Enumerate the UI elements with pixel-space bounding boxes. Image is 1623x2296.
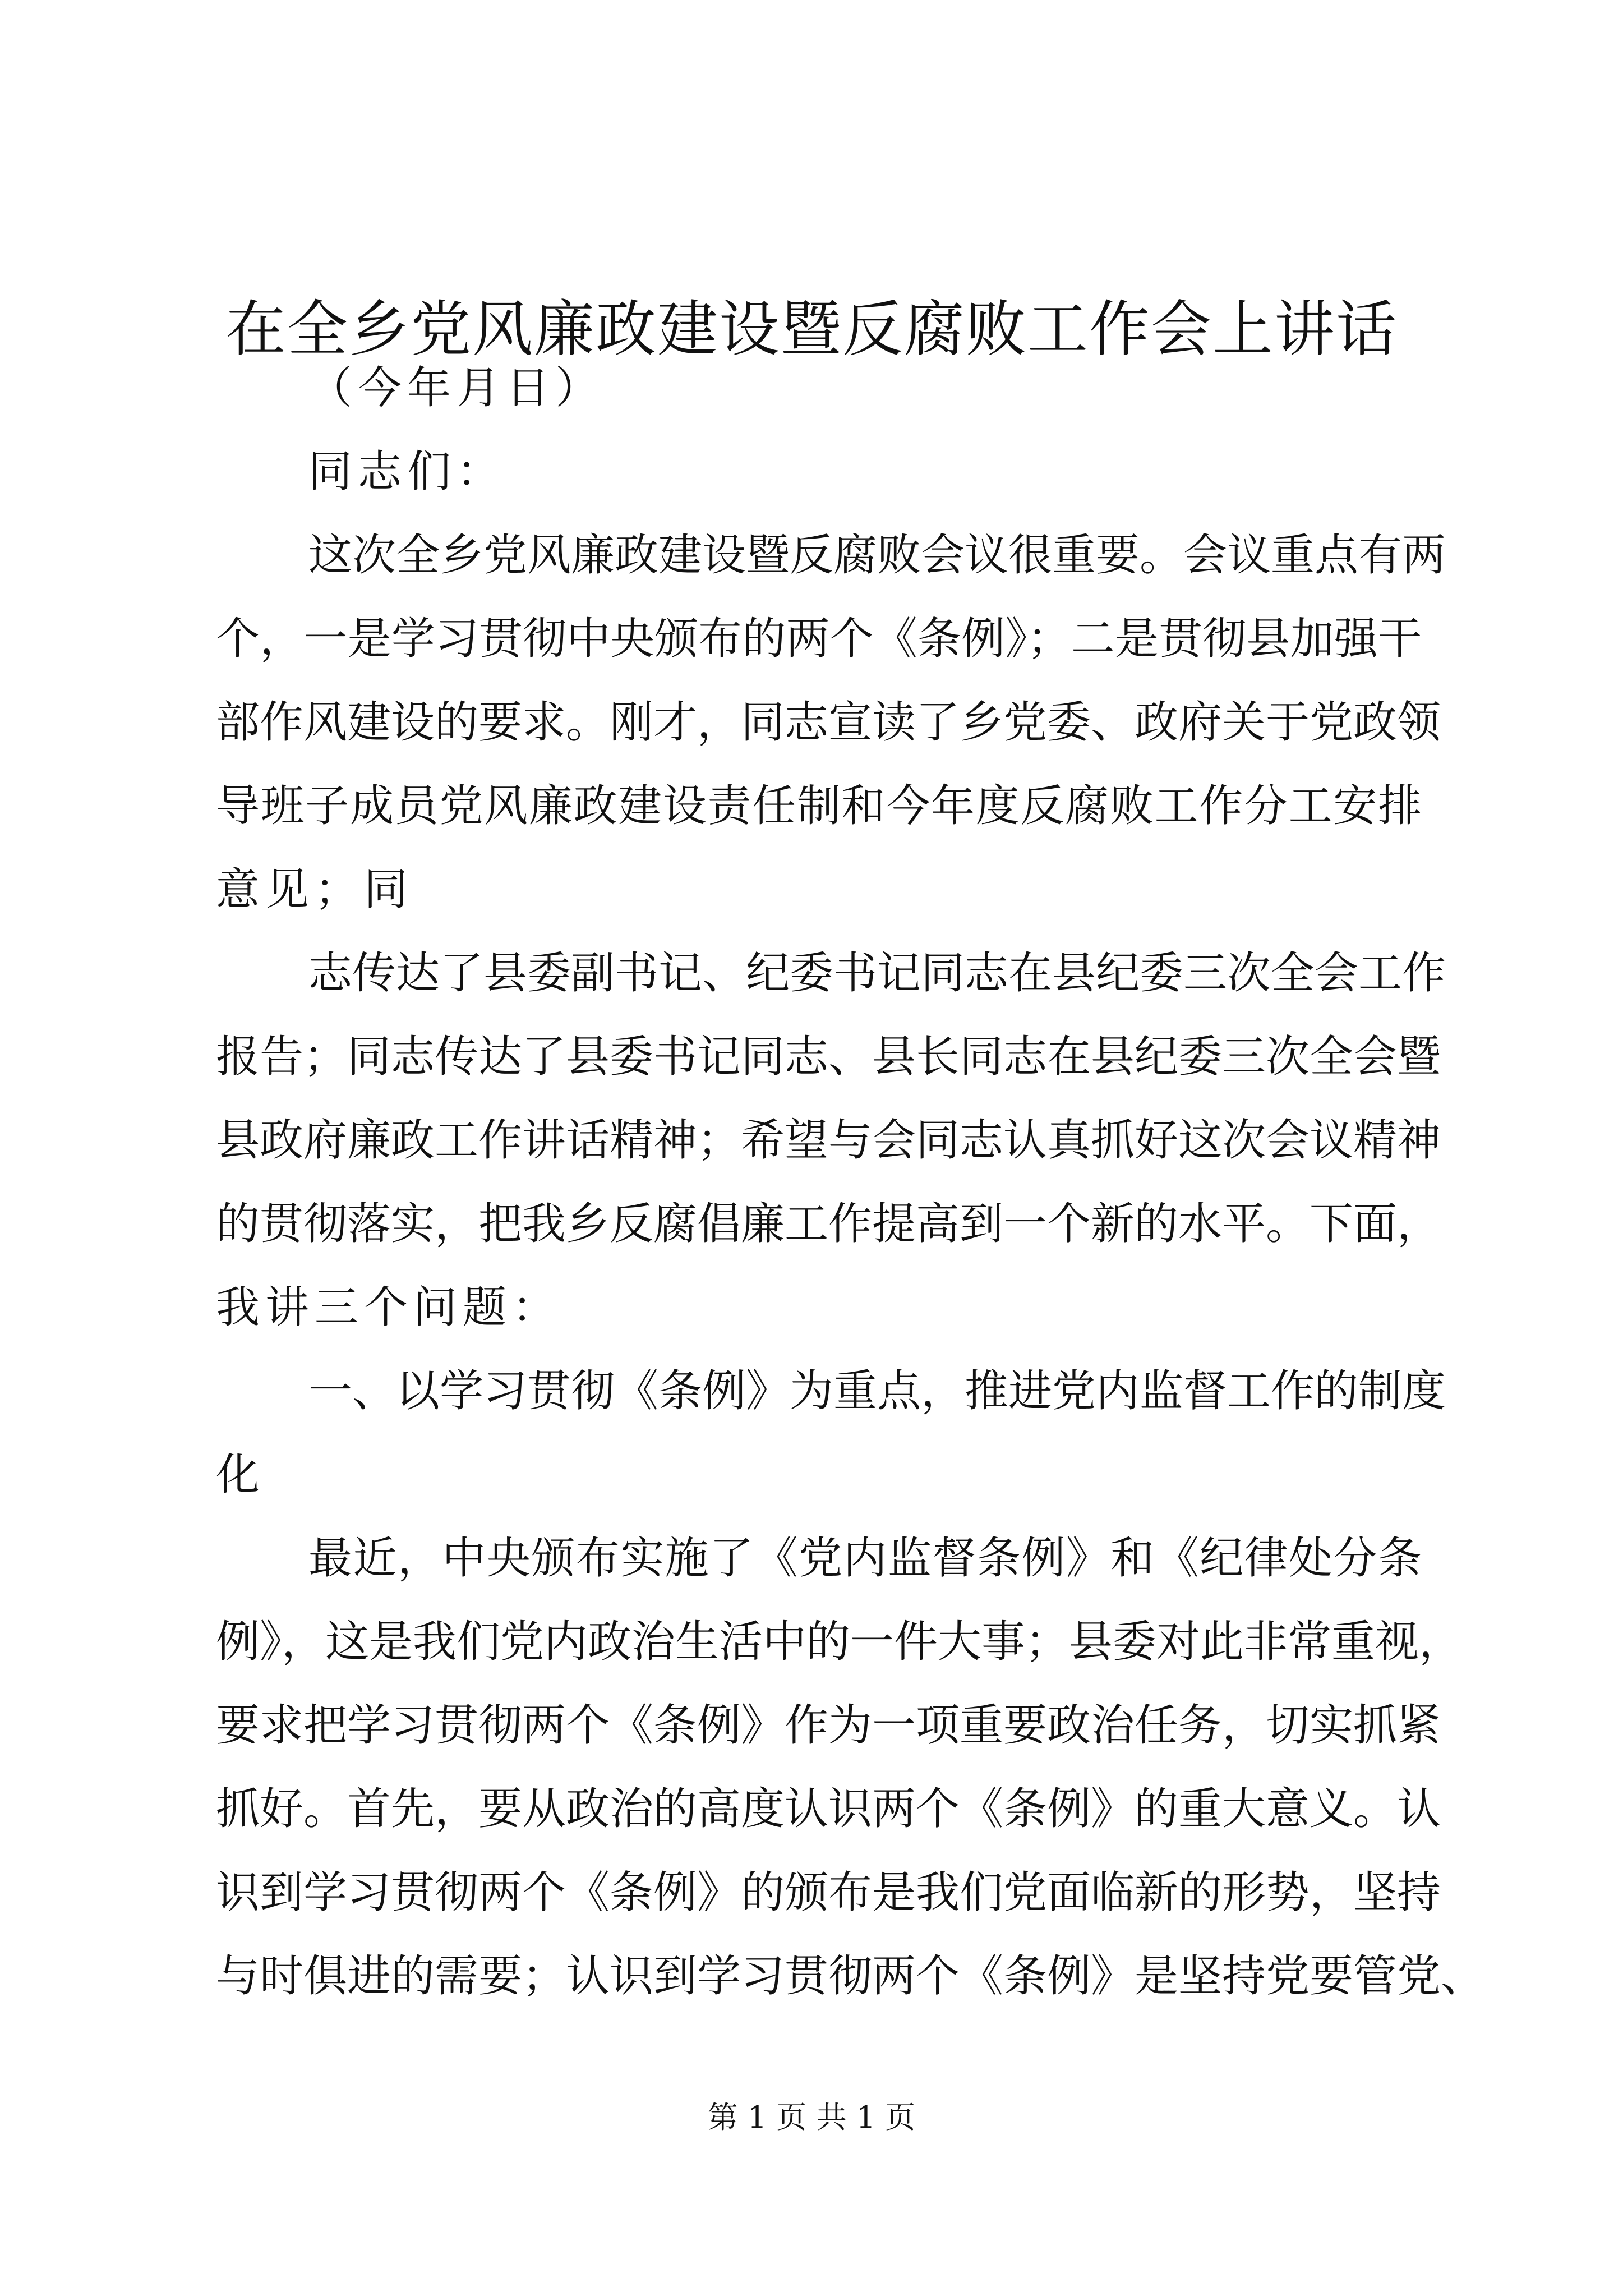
body-line: 同志们： xyxy=(308,447,506,497)
body-line: 例》，这是我们党内政治生活中的一件大事；县委对此非常重视， xyxy=(216,1617,1463,1667)
body-line: 抓好。首先，要从政治的高度认识两个《条例》的重大意义。认 xyxy=(216,1784,1441,1834)
body-line: 导班子成员党风廉政建设责任制和今年度反腐败工作分工安排 xyxy=(216,781,1422,831)
body-line: 个，一是学习贯彻中央颁布的两个《条例》；二是贯彻县加强干 xyxy=(216,614,1422,664)
page-footer: 第 1 页 共 1 页 xyxy=(707,2100,916,2135)
body-line: 我讲三个问题： xyxy=(216,1282,562,1333)
body-line: 一、以学习贯彻《条例》为重点，推进党内监督工作的制度 xyxy=(308,1366,1446,1416)
body-line: 报告；同志传达了县委书记同志、县长同志在县纪委三次全会暨 xyxy=(216,1032,1441,1082)
body-line: （今年月日） xyxy=(308,363,605,413)
document-body xyxy=(216,347,1485,2018)
document-title: 在全乡党风廉政建设暨反腐败工作会上讲话 xyxy=(225,295,1398,365)
body-line: 的贯彻落实，把我乡反腐倡廉工作提高到一个新的水平。下面， xyxy=(216,1199,1441,1249)
body-line: 县政府廉政工作讲话精神；希望与会同志认真抓好这次会议精神 xyxy=(216,1115,1441,1166)
body-line: 要求把学习贯彻两个《条例》作为一项重要政治任务，切实抓紧 xyxy=(216,1700,1441,1751)
body-line: 识到学习贯彻两个《条例》的颁布是我们党面临新的形势，坚持 xyxy=(216,1867,1441,1918)
body-line: 化 xyxy=(216,1450,266,1500)
body-line: 意见；同 xyxy=(216,864,414,915)
body-line: 志传达了县委副书记、纪委书记同志在县纪委三次全会工作 xyxy=(308,948,1446,999)
body-line: 与时俱进的需要；认识到学习贯彻两个《条例》是坚持党要管党、 xyxy=(216,1951,1485,2001)
body-line: 这次全乡党风廉政建设暨反腐败会议很重要。会议重点有两 xyxy=(308,530,1446,581)
body-line: 部作风建设的要求。刚才，同志宣读了乡党委、政府关于党政领 xyxy=(216,697,1441,748)
body-line: 最近，中央颁布实施了《党内监督条例》和《纪律处分条 xyxy=(308,1533,1422,1584)
